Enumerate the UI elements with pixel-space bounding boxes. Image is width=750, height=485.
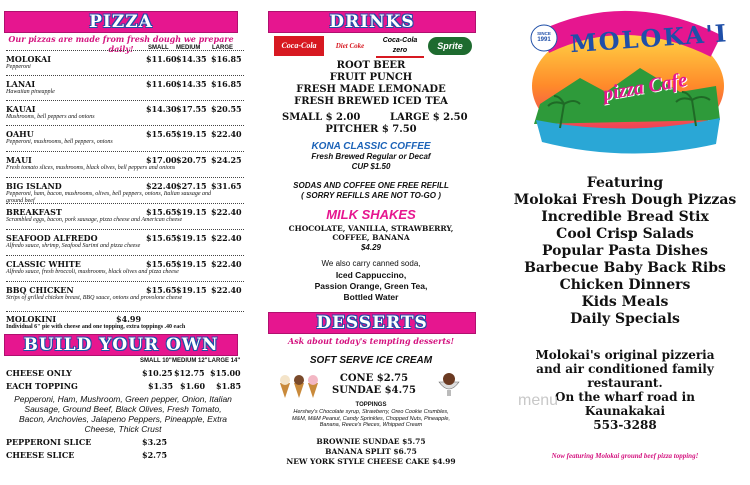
phone-number: 553-3288 <box>593 418 657 432</box>
feature-item: Cool Crisp Salads <box>556 226 694 242</box>
price-medium: $19.15 <box>176 285 207 295</box>
molokini-name: MOLOKINI <box>6 314 57 324</box>
each-topping-p2: $1.60 <box>180 381 206 391</box>
divider <box>6 125 244 126</box>
canned-list <box>268 270 474 303</box>
build-size-small: SMALL 10" <box>140 358 172 364</box>
size-medium-label: MEDIUM <box>176 45 201 51</box>
build-size-large: LARGE 14" <box>208 358 241 364</box>
molokini-price: $4.99 <box>116 314 142 324</box>
canned-item: Bottled Water <box>343 292 399 302</box>
logo-sub: pizza Cafe <box>601 68 689 106</box>
cone-icon <box>308 375 318 398</box>
pizza-name: BIG ISLAND <box>6 181 62 191</box>
cheese-only-name: CHEESE ONLY <box>6 368 72 378</box>
divider <box>6 203 244 204</box>
shakes-title: MILK SHAKES <box>326 207 416 222</box>
pizza-note: Our pizzas are made from fresh dough we prepare daily! <box>8 34 234 54</box>
about-line: restaurant. <box>587 376 663 390</box>
about-line: On the wharf road in <box>555 390 695 404</box>
price-medium: $14.35 <box>176 54 207 64</box>
price-large: $22.40 <box>211 207 242 217</box>
since-label: SINCE <box>537 31 551 36</box>
divider <box>6 311 244 312</box>
drink-list <box>268 60 474 108</box>
since-year: 1991 <box>537 37 551 43</box>
divider <box>6 75 244 76</box>
pizza-name: CLASSIC WHITE <box>6 259 81 269</box>
divider <box>6 100 244 101</box>
canned-item: Passion Orange, Green Tea, <box>314 281 428 291</box>
pizza-description: Fresh tomato slices, mushrooms, black olives, bell peppers and onions <box>6 165 176 171</box>
price-large: $31.65 <box>211 181 242 191</box>
price-small: $15.65 <box>146 233 177 243</box>
price-small: $11.60 <box>146 54 177 64</box>
cheese-slice-price: $2.75 <box>142 450 168 460</box>
cheese-only-p1: $10.25 <box>142 368 173 378</box>
cheese-slice-name: CHEESE SLICE <box>6 450 75 460</box>
price-medium: $19.15 <box>176 207 207 217</box>
drinks-column <box>262 0 480 485</box>
about-text <box>500 348 750 432</box>
price-small: $15.65 <box>146 285 177 295</box>
drink-large-price: LARGE $ 2.50 <box>390 112 468 123</box>
drinks-banner <box>268 11 476 33</box>
about-line: Kaunakakai <box>584 404 666 418</box>
refill-line-1: SODAS AND COFFEE ONE FREE REFILL <box>293 181 449 190</box>
toppings-list: Pepperoni, Ham, Mushroom, Green pepper, Onion, Italian Sausage, Ground Beef, Black Olives, Fresh Tomato, Bacon, Anchovies, Jalapeno Peppers, Pineapple, Extra Cheese, Thick Crust <box>14 394 232 434</box>
sundae-icon <box>436 370 462 398</box>
pizza-name: BBQ CHICKEN <box>6 285 74 295</box>
desserts-title: DESSERTS <box>316 313 428 333</box>
pizza-title: PIZZA <box>89 12 153 32</box>
canned-intro: We also carry canned soda, <box>321 259 421 268</box>
pepperoni-slice-price: $3.25 <box>142 437 168 447</box>
size-small-label: SMALL <box>148 45 169 51</box>
softserve-title: SOFT SERVE ICE CREAM <box>309 355 433 366</box>
coca-cola-logo: Coca-Cola <box>274 36 324 56</box>
desserts-ask: Ask about today's tempting desserts! <box>287 336 455 346</box>
drink-small-price: SMALL $ 2.00 <box>282 112 361 123</box>
price-large: $16.85 <box>211 79 242 89</box>
price-large: $22.40 <box>211 129 242 139</box>
feature-item: Molokai Fresh Dough Pizzas <box>513 192 737 208</box>
pizza-name: OAHU <box>6 129 34 139</box>
price-medium: $20.75 <box>176 155 207 165</box>
price-large: $22.40 <box>211 259 242 269</box>
sprite-logo: Sprite <box>428 37 472 55</box>
each-topping-p3: $1.85 <box>216 381 242 391</box>
feature-item: Chicken Dinners <box>559 277 691 293</box>
each-topping-p1: $1.35 <box>148 381 174 391</box>
toppings-text: Hershey's Chocolate syrup, Strawberry, Oreo Cookie Crumbles, M&M, M&M Peanut, Candy Sprinkles, Chopped Nuts, Pineapple, Banana, Reece's Pieces, Whipped Cream <box>291 409 451 428</box>
divider <box>6 281 244 282</box>
feature-item: Incredible Bread Stix <box>541 209 709 225</box>
brownie-sundae: BROWNIE SUNDAE $5.75 <box>316 437 426 446</box>
build-size-medium: MEDIUM 12" <box>172 358 208 364</box>
pizza-name: MOLOKAI <box>6 54 51 64</box>
pizza-banner <box>4 11 238 33</box>
pizza-description: Mushrooms, bell peppers and onions <box>6 114 95 120</box>
pepperoni-slice-name: PEPPERONI SLICE <box>6 437 92 447</box>
info-column <box>500 0 750 485</box>
kona-title: KONA CLASSIC COFFEE <box>311 141 431 152</box>
watermark: menu <box>518 392 559 409</box>
size-large-label: LARGE <box>212 45 233 51</box>
price-medium: $17.55 <box>176 104 207 114</box>
price-medium: $14.35 <box>176 79 207 89</box>
footer-note: Now featuring Molokai ground beef pizza topping! <box>551 452 699 460</box>
pizza-name: MAUI <box>6 155 32 165</box>
pizza-description: Alfredo sauce, shrimp, Seafood Surimi and pizza cheese <box>6 243 141 249</box>
coke-zero-logo: Coca-Cola zero <box>376 36 424 58</box>
ice-cream-cones-image <box>276 370 328 400</box>
desserts-banner <box>268 312 476 334</box>
cheese-only-p3: $15.00 <box>210 368 241 378</box>
feature-item: Daily Specials <box>570 311 680 327</box>
price-large: $20.55 <box>211 104 242 114</box>
molokini-desc: Individual 6" pie with cheese and one topping, extra toppings .40 each <box>6 324 186 330</box>
pizza-description: Scrambled eggs, bacon, pork sausage, pizza cheese and American cheese <box>6 217 183 223</box>
pizza-name: KAUAI <box>6 104 36 114</box>
drink-item: FRUIT PUNCH <box>329 72 413 83</box>
shakes-line-2: COFFEE, BANANA <box>332 233 410 242</box>
price-small: $15.65 <box>146 129 177 139</box>
feature-item: Kids Meals <box>581 294 669 310</box>
pizza-description: Alfredo sauce, fresh broccoli, mushrooms, black olives and pizza cheese <box>6 269 179 275</box>
featuring-title: Featuring <box>586 175 664 191</box>
price-large: $22.40 <box>211 233 242 243</box>
shakes-line-1: CHOCOLATE, VANILLA, STRAWBERRY, <box>288 224 454 233</box>
about-line: Molokai's original pizzeria <box>535 348 715 362</box>
kona-line-2: CUP $1.50 <box>351 162 391 171</box>
shakes-price: $4.29 <box>360 243 382 252</box>
kona-line-1: Fresh Brewed Regular or Decaf <box>311 152 431 161</box>
pizza-description: Pepperoni, ham, bacon, mushrooms, olives, bell peppers, onions, Italian sausage and ground beef <box>6 191 212 204</box>
build-banner <box>4 334 238 356</box>
drink-item: FRESH MADE LEMONADE <box>296 84 446 95</box>
price-small: $15.65 <box>146 259 177 269</box>
price-small: $15.65 <box>146 207 177 217</box>
cone-icon <box>294 375 304 398</box>
pizza-name: SEAFOOD ALFREDO <box>6 233 98 243</box>
price-medium: $19.15 <box>176 129 207 139</box>
price-small: $11.60 <box>146 79 177 89</box>
drink-item: ROOT BEER <box>336 60 406 71</box>
sundae-price: SUNDAE $4.75 <box>332 385 416 396</box>
toppings-title: TOPPINGS <box>355 402 387 408</box>
pizza-description: Pepperoni, mushrooms, bell peppers, onions <box>6 139 113 145</box>
divider <box>6 50 244 51</box>
diet-coke-logo: Diet Coke <box>335 42 365 50</box>
price-medium: $19.15 <box>176 233 207 243</box>
drinks-title: DRINKS <box>329 12 415 32</box>
feature-item: Popular Pasta Dishes <box>542 243 708 259</box>
divider <box>6 151 244 152</box>
cone-icon <box>280 375 290 398</box>
price-small: $22.40 <box>146 181 177 191</box>
pizza-name: LANAI <box>6 79 36 89</box>
price-large: $16.85 <box>211 54 242 64</box>
refill-line-2: ( SORRY REFILLS ARE NOT TO-GO ) <box>301 191 441 200</box>
price-small: $17.00 <box>146 155 177 165</box>
build-title: BUILD YOUR OWN <box>23 335 219 355</box>
pizza-description: Hawaiian pineapple <box>6 89 55 95</box>
feature-item: Barbecue Baby Back Ribs <box>524 260 726 276</box>
each-topping-name: EACH TOPPING <box>6 381 78 391</box>
pizza-column <box>0 0 250 485</box>
price-large: $22.40 <box>211 285 242 295</box>
pitcher-price: PITCHER $ 7.50 <box>325 124 417 135</box>
price-small: $14.30 <box>146 104 177 114</box>
logo-name: MOLOKA'I <box>569 18 730 59</box>
divider <box>6 229 244 230</box>
soda-logos <box>274 34 474 58</box>
price-large: $24.25 <box>211 155 242 165</box>
banana-split: BANANA SPLIT $6.75 <box>325 447 417 456</box>
pizza-description: Strips of grilled chicken breast, BBQ sauce, onions and provolone cheese <box>6 295 183 301</box>
featuring-list <box>500 192 750 328</box>
price-medium: $19.15 <box>176 259 207 269</box>
cone-price: CONE $2.75 <box>339 373 409 384</box>
divider <box>6 177 244 178</box>
drink-item: FRESH BREWED ICED TEA <box>294 96 448 107</box>
pizza-name: BREAKFAST <box>6 207 62 217</box>
cheese-cake: NEW YORK STYLE CHEESE CAKE $4.99 <box>286 457 456 466</box>
canned-item: Iced Cappuccino, <box>335 270 407 280</box>
about-line: and air conditioned family <box>536 362 714 376</box>
pizza-description: Pepperoni <box>6 64 31 70</box>
price-medium: $27.15 <box>176 181 207 191</box>
divider <box>6 255 244 256</box>
cheese-only-p2: $12.75 <box>174 368 205 378</box>
